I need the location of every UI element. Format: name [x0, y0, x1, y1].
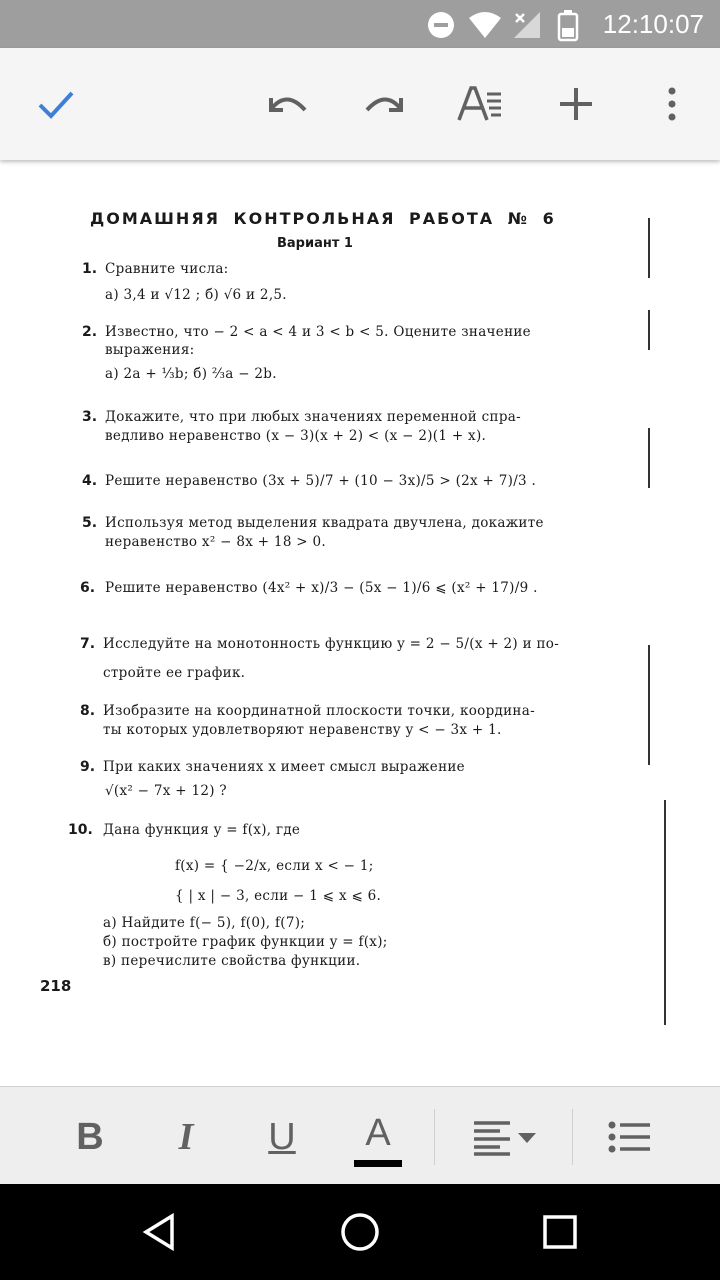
undo-icon: [265, 84, 311, 124]
recents-icon: [540, 1212, 580, 1252]
task-line: выражения:: [105, 342, 195, 358]
home-icon: [339, 1211, 381, 1253]
italic-button[interactable]: I: [178, 1116, 194, 1158]
page-number: 218: [40, 977, 72, 995]
text-format-icon: [457, 84, 503, 124]
done-button[interactable]: [28, 76, 84, 132]
navigation-bar: [0, 1184, 720, 1280]
text-format-button[interactable]: [452, 76, 508, 132]
task-line: а) 3,4 и √12 ; б) √6 и 2,5.: [105, 287, 287, 303]
task-line: а) Найдите f(− 5), f(0), f(7);: [103, 915, 306, 931]
clock: 12:10:07: [602, 9, 704, 39]
scan-margin-line: [664, 800, 666, 1025]
recents-button[interactable]: [532, 1204, 588, 1260]
task-line: ты которых удовлетворяют неравенству y < − 3x + 1.: [103, 722, 502, 738]
task-line: Докажите, что при любых значениях переменной спра-: [105, 409, 521, 425]
task-line: При каких значениях x имеет смысл выражение: [103, 759, 465, 775]
task-line: Сравните числа:: [105, 261, 229, 277]
task-number: 10.: [68, 822, 93, 838]
task-line: f(x) = { −2/x, если x < − 1;: [175, 858, 374, 874]
underline-button[interactable]: U: [268, 1115, 296, 1158]
redo-icon: [361, 84, 407, 124]
task-line: Используя метод выделения квадрата двучлена, докажите: [105, 515, 544, 531]
task-number: 1.: [82, 261, 98, 277]
separator: [572, 1109, 573, 1165]
status-bar: [0, 0, 720, 48]
scan-margin-line: [648, 310, 650, 350]
task-number: 3.: [82, 409, 98, 425]
task-line: Известно, что − 2 < a < 4 и 3 < b < 5. Оцените значение: [105, 324, 531, 340]
bulleted-list-icon: [608, 1119, 652, 1155]
task-line: Исследуйте на монотонность функцию y = 2 − 5/(x + 2) и по-: [103, 636, 560, 652]
scan-margin-line: [648, 428, 650, 488]
task-number: 8.: [80, 703, 96, 719]
task-number: 2.: [82, 324, 98, 340]
task-line: { | x | − 3, если − 1 ⩽ x ⩽ 6.: [175, 888, 382, 904]
more-vert-icon: [666, 86, 678, 122]
plus-icon: [558, 86, 594, 122]
task-line: Дана функция y = f(x), где: [103, 822, 301, 838]
task-number: 5.: [82, 515, 98, 531]
task-line: Решите неравенство (3x + 5)/7 + (10 − 3x)/5 > (2x + 7)/3 .: [105, 473, 537, 489]
task-line: √(x² − 7x + 12) ?: [105, 783, 227, 799]
document-page[interactable]: [0, 160, 720, 1086]
undo-button[interactable]: [260, 76, 316, 132]
editor-toolbar: [0, 48, 720, 160]
home-button[interactable]: [332, 1204, 388, 1260]
task-line: б) постройте график функции y = f(x);: [103, 934, 388, 950]
task-line: Изобразите на координатной плоскости точки, координа-: [103, 703, 535, 719]
scan-margin-line: [648, 645, 650, 765]
wifi-icon: [468, 10, 502, 40]
more-options-button[interactable]: [644, 76, 700, 132]
alignment-dropdown[interactable]: [472, 1107, 542, 1167]
task-number: 7.: [80, 636, 96, 652]
redo-button[interactable]: [356, 76, 412, 132]
task-number: 6.: [80, 580, 96, 596]
align-left-icon: [472, 1117, 542, 1157]
scan-margin-line: [648, 218, 650, 278]
bulleted-list-button[interactable]: [600, 1107, 660, 1167]
do-not-disturb-icon: [426, 10, 456, 40]
task-number: 4.: [82, 473, 98, 489]
document-content: [0, 160, 720, 1086]
task-line: в) перечислите свойства функции.: [103, 953, 361, 969]
back-icon: [140, 1212, 180, 1252]
back-button[interactable]: [132, 1204, 188, 1260]
task-line: стройте ее график.: [103, 665, 246, 681]
text-color-button[interactable]: [348, 1107, 408, 1167]
bold-button[interactable]: B: [76, 1115, 104, 1158]
text-color-swatch: [354, 1160, 402, 1167]
battery-icon: [556, 10, 580, 42]
signal-icon: [512, 10, 542, 40]
task-line: а) 2a + ⅓b; б) ⅔a − 2b.: [105, 366, 277, 382]
document-title: ДОМАШНЯЯ КОНТРОЛЬНАЯ РАБОТА № 6: [90, 209, 556, 228]
task-line: Решите неравенство (4x² + x)/3 − (5x − 1)/6 ⩽ (x² + 17)/9 .: [105, 580, 538, 596]
text-color-label: A: [365, 1111, 391, 1154]
format-toolbar: [0, 1086, 720, 1185]
task-line: ведливо неравенство (x − 3)(x + 2) < (x − 2)(1 + x).: [105, 428, 487, 444]
task-line: неравенство x² − 8x + 18 > 0.: [105, 534, 326, 550]
check-icon: [36, 84, 76, 124]
separator: [434, 1109, 435, 1165]
variant-heading: Вариант 1: [277, 236, 353, 251]
insert-button[interactable]: [548, 76, 604, 132]
task-number: 9.: [80, 759, 96, 775]
